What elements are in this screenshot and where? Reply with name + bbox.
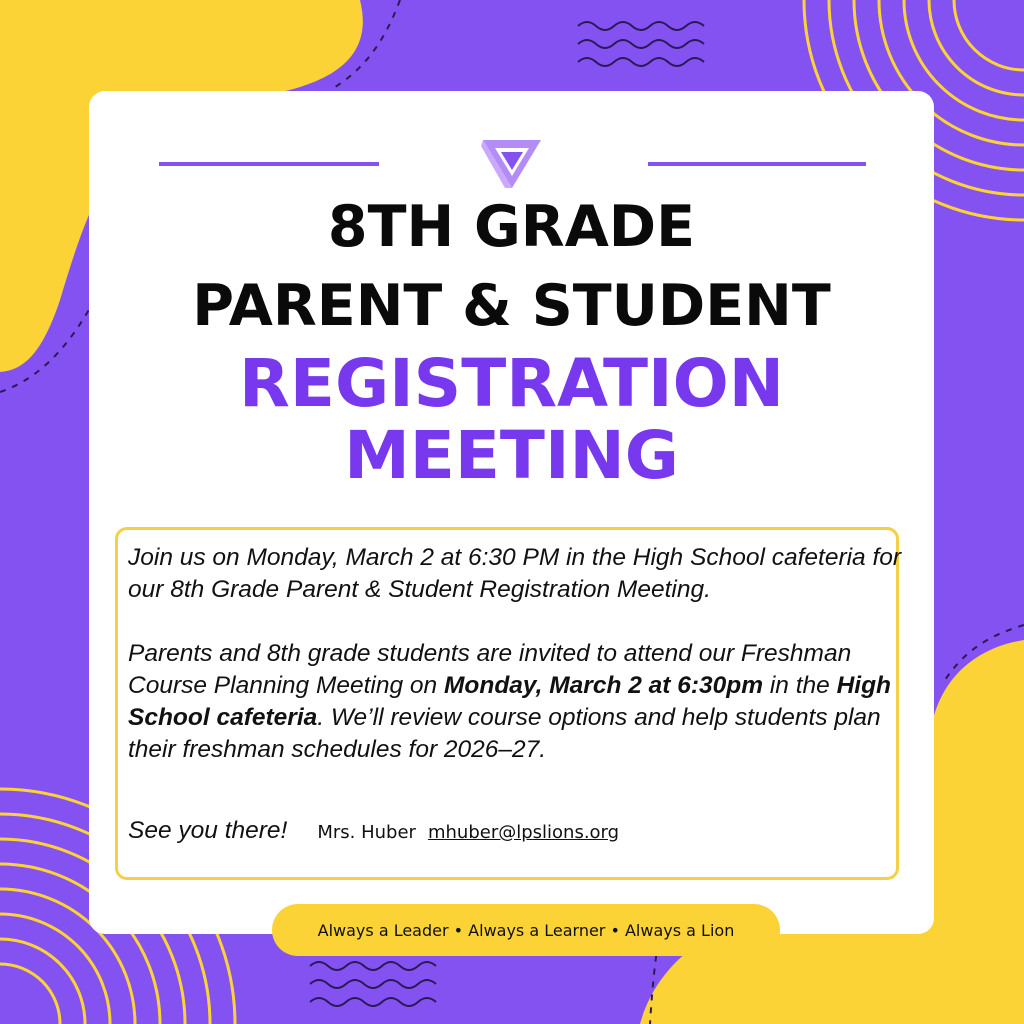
p2-text-3: . We’ll review course options and help students plan their freshman schedules for 2026–27. — [128, 704, 881, 763]
headline-line-3: REGISTRATION — [239, 345, 784, 422]
divider-right — [648, 162, 866, 166]
info-box — [115, 527, 902, 880]
p2-text-1: Parents and 8th grade students are invited to attend our Freshman Course Planning Meeting on — [128, 640, 852, 699]
triangle-logo-icon — [481, 138, 543, 190]
p2-date-bold: Monday, March 2 at 6:30pm — [443, 672, 764, 699]
info-paragraph-2 — [128, 638, 918, 766]
headline-line-2: PARENT & STUDENT — [192, 273, 831, 339]
divider-left — [159, 162, 379, 166]
motto-banner: Always a Leader • Always a Learner • Always a Lion — [272, 904, 780, 956]
closing-text: See you there! — [128, 817, 288, 844]
headline-line-1: 8TH GRADE — [327, 194, 696, 260]
p2-text-2: in the — [763, 672, 837, 699]
email-link[interactable]: mhuber@lpslions.org — [427, 822, 620, 843]
info-text — [128, 542, 918, 798]
headline-line-4: MEETING — [344, 417, 679, 494]
signature-row — [128, 817, 619, 845]
signature-name: Mrs. Huber — [317, 822, 416, 843]
p2-location-bold: High School cafeteria — [128, 672, 892, 731]
info-paragraph-1: Join us on Monday, March 2 at 6:30 PM in the High School cafeteria for our 8th Grade Parent & Student Registration Meeting. — [128, 544, 902, 603]
flyer-card — [89, 91, 934, 934]
